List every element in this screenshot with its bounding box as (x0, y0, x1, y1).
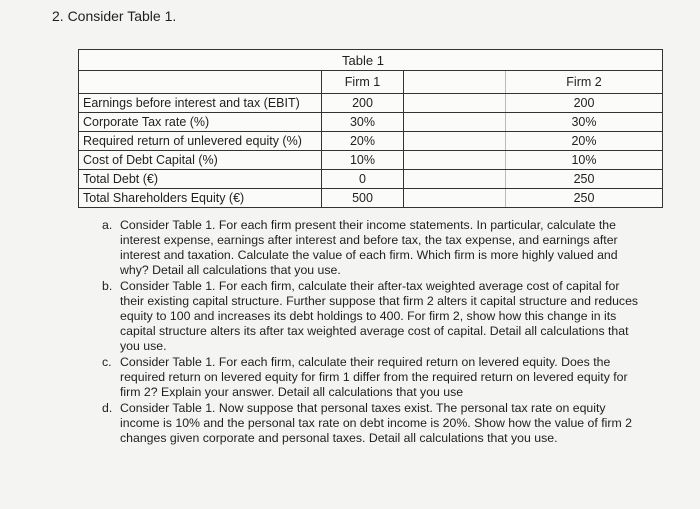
row-label: Total Debt (€) (79, 170, 322, 188)
header-gap (404, 71, 506, 93)
row-firm1: 10% (322, 151, 404, 169)
table-row (79, 189, 662, 207)
list-item (98, 218, 646, 278)
table-row (79, 151, 662, 170)
row-firm1: 500 (322, 189, 404, 207)
question-heading: 2. Consider Table 1. (52, 8, 177, 24)
row-label: Earnings before interest and tax (EBIT) (79, 94, 322, 112)
item-marker: b. (102, 279, 113, 293)
table-caption (79, 50, 662, 71)
row-firm1: 30% (322, 113, 404, 131)
header-firm1: Firm 1 (322, 71, 404, 93)
header-firm2: Firm 2 (566, 75, 602, 89)
item-text: Consider Table 1. For each firm present their income statements. In particular, calculate the interest expense, earnings after interest and before tax, the tax expense, and earnings after interest and taxation. Calculate the value of each firm. Which firm is more highly valued and why? Detail all calculations that you use. (120, 218, 618, 277)
row-label: Total Shareholders Equity (€) (79, 189, 322, 207)
table-row (79, 170, 662, 189)
question-list (98, 218, 646, 447)
row-firm2: 20% (571, 134, 597, 148)
row-label: Cost of Debt Capital (%) (79, 151, 322, 169)
table-row (79, 94, 662, 113)
row-firm1: 20% (322, 132, 404, 150)
item-text: Consider Table 1. For each firm, calculate their required return on levered equity. Does the required return on levered equity for firm 1 differ from the required return on levered equity for firm 2? Explain your answer. Detail all calculations that you use (120, 355, 628, 399)
table-header-row (79, 71, 662, 94)
list-item (98, 355, 646, 400)
table-row (79, 113, 662, 132)
row-firm1: 0 (322, 170, 404, 188)
row-firm2: 250 (573, 172, 595, 186)
item-text: Consider Table 1. Now suppose that personal taxes exist. The personal tax rate on equity income is 10% and the personal tax rate on debt income is 20%. Show how the value of firm 2 changes given corporate and personal taxes. Detail all calculations that you use. (120, 401, 632, 445)
list-item (98, 279, 646, 354)
item-marker: a. (102, 218, 113, 232)
header-blank (79, 71, 322, 93)
item-marker: c. (102, 355, 112, 369)
list-item (98, 401, 646, 446)
row-label: Required return of unlevered equity (%) (79, 132, 322, 150)
row-firm2: 200 (573, 96, 595, 110)
table-1 (78, 49, 663, 208)
item-text: Consider Table 1. For each firm, calculate their after-tax weighted average cost of capital for their existing capital structure. Further suppose that firm 2 alters it capital structure and reduces equity to 100 and increases its debt holdings to 400. For firm 2, show how this change in its capital structure alters its after tax weighted average cost of capital. Detail all calculations that you use. (120, 279, 639, 353)
row-firm2: 10% (571, 153, 597, 167)
row-firm1: 200 (322, 94, 404, 112)
table-caption-text: Table 1 (342, 53, 384, 68)
row-firm2: 250 (573, 191, 595, 205)
item-marker: d. (102, 401, 113, 415)
table-row (79, 132, 662, 151)
row-firm2: 30% (571, 115, 597, 129)
row-label: Corporate Tax rate (%) (79, 113, 322, 131)
